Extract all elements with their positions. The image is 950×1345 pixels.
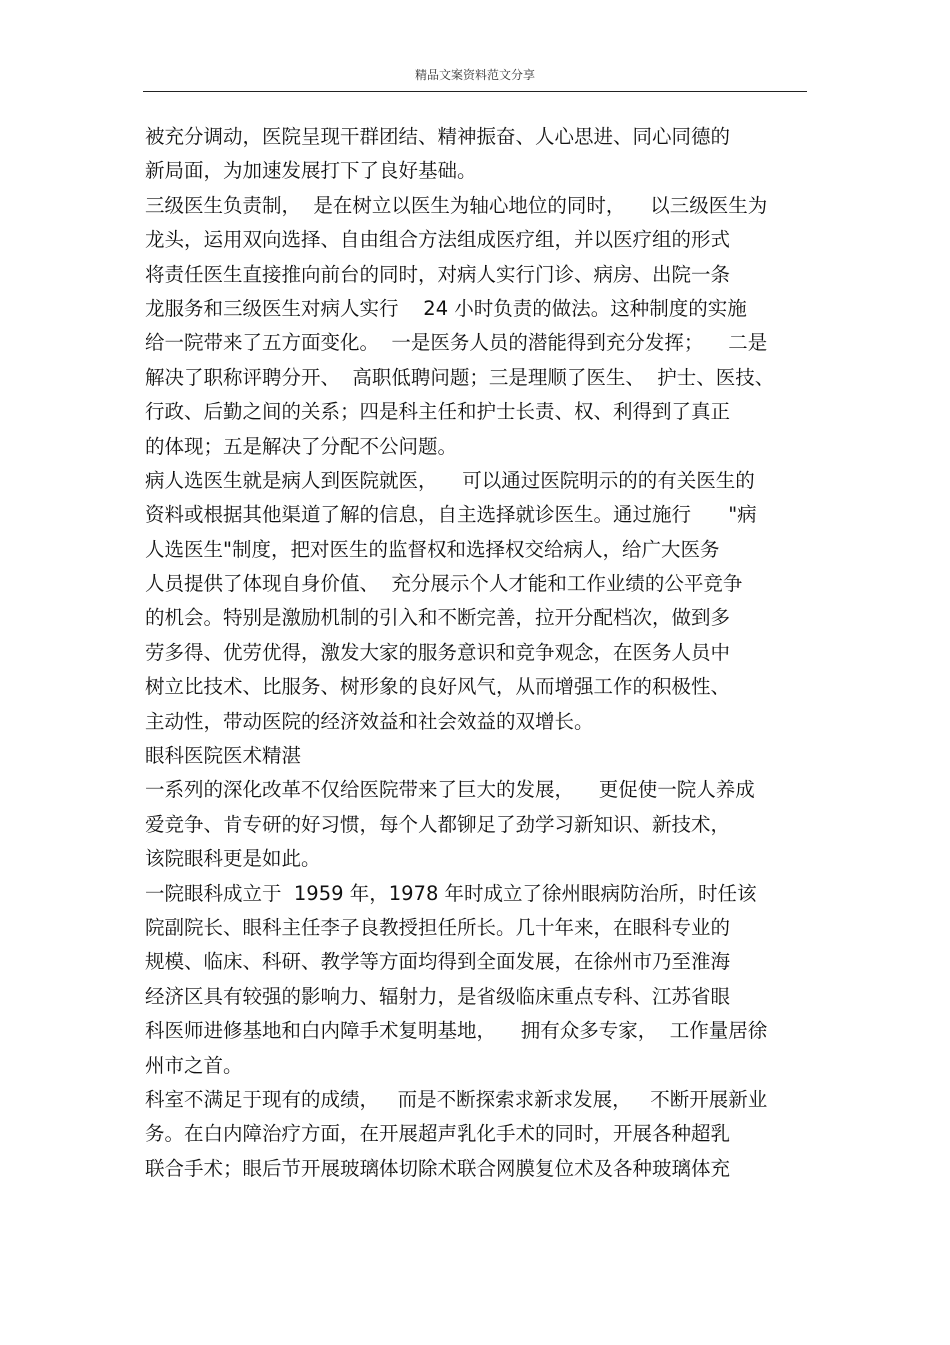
section-heading: 眼科医院医术精湛 — [145, 744, 302, 768]
text-line: 新局面，为加速发展打下了良好基础。 — [145, 159, 477, 183]
text-line: 州市之首。 — [145, 1053, 243, 1077]
text-line: 三级医生负责制， 是在树立以医生为轴心地位的同时， 以三级医生为 — [145, 193, 768, 217]
text-line: 主动性，带动医院的经济效益和社会效益的双增长。 — [145, 709, 594, 733]
text-line: 被充分调动，医院呈现干群团结、精神振奋、人心思进、同心同德的 — [145, 125, 731, 148]
text-line: 规模、临床、科研、教学等方面均得到全面发展，在徐州市乃至淮海 — [145, 950, 731, 974]
text-line: 的机会。特别是激励机制的引入和不断完善，拉开分配档次，做到多 — [145, 606, 731, 630]
text-line: 解决了职称评聘分开、 高职低聘问题；三是理顺了医生、 护士、医技、 — [145, 365, 775, 389]
text-line: 龙服务和三级医生对病人实行 24 小时负责的做法。这种制度的实施 — [145, 296, 747, 320]
text-line: 联合手术；眼后节开展玻璃体切除术联合网膜复位术及各种玻璃体充 — [145, 1156, 731, 1180]
text-line: 树立比技术、比服务、树形象的良好风气，从而增强工作的积极性、 — [145, 675, 731, 699]
text-line: 院副院长、眼科主任李子良教授担任所长。几十年来，在眼科专业的 — [145, 915, 731, 939]
text-line: 龙头，运用双向选择、自由组合方法组成医疗组，并以医疗组的形式 — [145, 228, 731, 252]
text-line: 劳多得、优劳优得，激发大家的服务意识和竞争观念，在医务人员中 — [145, 640, 731, 664]
text-line: 一系列的深化改革不仅给医院带来了巨大的发展， 更促使一院人养成 — [145, 778, 755, 802]
text-line: 人选医生"制度，把对医生的监督权和选择权交给病人，给广大医务 — [145, 537, 720, 561]
text-line: 经济区具有较强的影响力、辐射力，是省级临床重点专科、江苏省眼 — [145, 984, 731, 1008]
text-line: 科医师进修基地和白内障手术复明基地， 拥有众多专家， 工作量居徐 — [145, 1019, 768, 1043]
text-line: 爱竞争、肯专研的好习惯，每个人都铆足了劲学习新知识、新技术， — [145, 812, 731, 836]
text-line: 一院眼科成立于 1959 年，1978 年时成立了徐州眼病防治所，时任该 — [145, 881, 757, 905]
text-line: 人员提供了体现自身价值、 充分展示个人才能和工作业绩的公平竞争 — [145, 572, 743, 596]
text-line: 科室不满足于现有的成绩， 而是不断探索求新求发展， 不断开展新业 — [145, 1087, 768, 1111]
text-line: 务。在白内障治疗方面，在开展超声乳化手术的同时，开展各种超乳 — [145, 1122, 731, 1146]
text-line: 资料或根据其他渠道了解的信息，自主选择就诊医生。通过施行 "病 — [145, 503, 757, 527]
header-divider — [143, 91, 807, 92]
text-line: 该院眼科更是如此。 — [145, 847, 321, 871]
text-line: 给一院带来了五方面变化。 一是医务人员的潜能得到充分发挥； 二是 — [145, 331, 768, 355]
text-line: 病人选医生就是病人到医院就医， 可以通过医院明示的的有关医生的 — [145, 468, 755, 492]
document-body — [145, 120, 825, 1186]
text-line: 将责任医生直接推向前台的同时，对病人实行门诊、病房、出院一条 — [145, 262, 731, 286]
text-line: 的体现；五是解决了分配不公问题。 — [145, 434, 458, 458]
page-header: 精品文案资料范文分享 — [414, 68, 535, 82]
text-line: 行政、后勤之间的关系；四是科主任和护士长责、权、利得到了真正 — [145, 400, 731, 424]
